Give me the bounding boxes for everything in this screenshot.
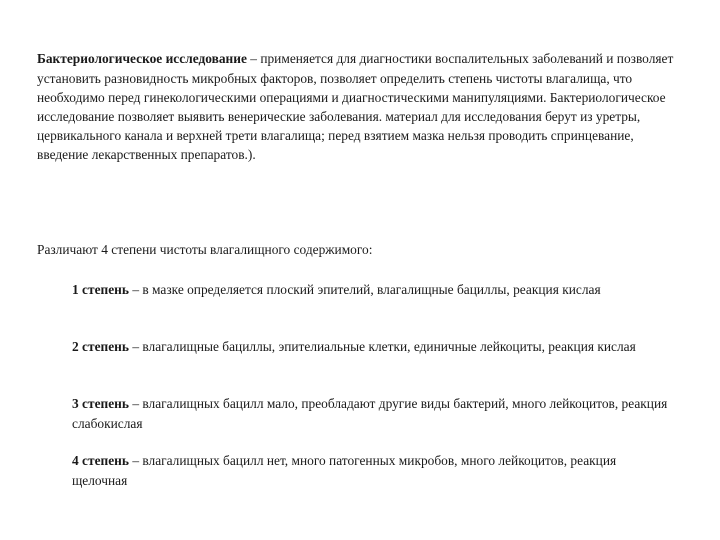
degree-text: – влагалищных бацилл нет, много патогенных микробов, много лейкоцитов, реакция щелочная	[72, 453, 617, 488]
degree-label: 4 степень	[72, 453, 129, 469]
degree-text: – влагалищных бацилл мало, преобладают другие виды бактерий, много лейкоцитов, реакция слабокислая	[72, 396, 668, 431]
degree-item-3	[72, 394, 672, 432]
degrees-heading: Различают 4 степени чистоты влагалищного содержимого:	[37, 242, 373, 258]
intro-paragraph	[37, 49, 677, 164]
degree-item-1	[72, 280, 672, 299]
degree-item-4	[72, 451, 672, 489]
degree-text: – в мазке определяется плоский эпителий, влагалищные бациллы, реакция кислая	[128, 282, 601, 298]
degree-item-2	[72, 337, 672, 356]
degree-label: 1 степень	[72, 282, 129, 298]
intro-term: Бактериологическое исследование	[37, 51, 247, 67]
degree-label: 3 степень	[72, 396, 129, 412]
intro-text: – применяется для диагностики воспалительных заболеваний и позволяет установить разновидность микробных факторов, позволяет определить степень чистоты влагалища, что необходимо перед гинекологическими операциями и диагностическими манипуляциями. Бактериологическое исследование позволяет выявить венерические заболевания. материал для исследования берут из уретры, цервикального канала и верхней трети влагалища; перед взятием мазка нельзя проводить спринцевание, введение лекарственных препаратов.).	[37, 51, 674, 163]
degree-text: – влагалищные бациллы, эпителиальные клетки, единичные лейкоциты, реакция кислая	[128, 339, 636, 355]
degree-label: 2 степень	[72, 339, 129, 355]
